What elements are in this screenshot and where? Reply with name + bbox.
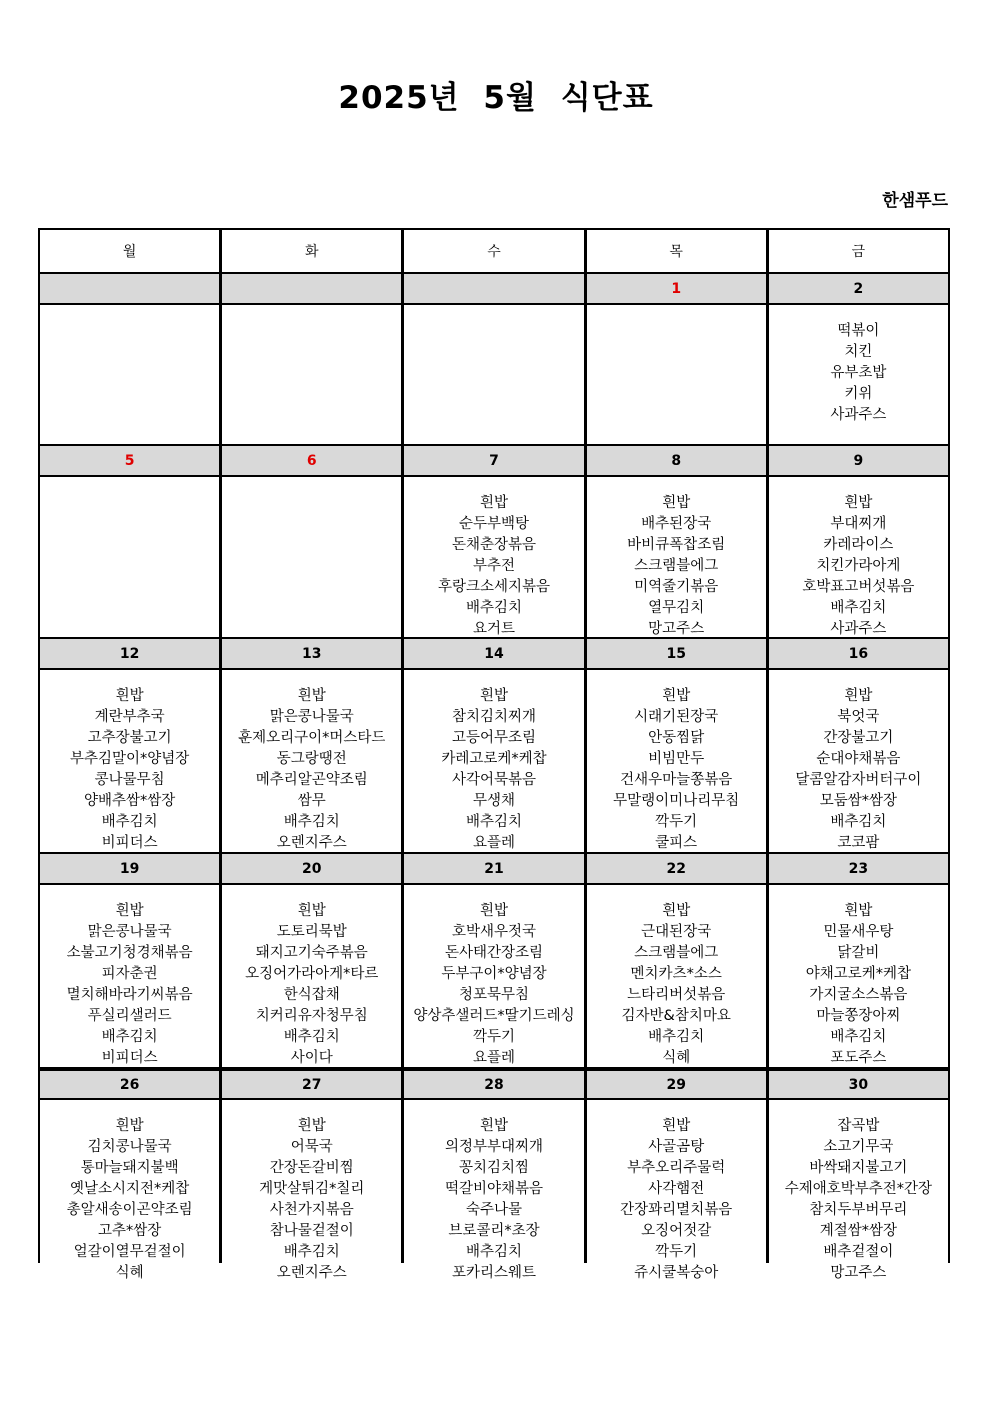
menu-item: 마늘쫑장아찌 <box>816 1008 901 1024</box>
menu-item: 어묵국 <box>290 1139 333 1155</box>
menu-item: 북엇국 <box>837 709 880 725</box>
menu-cell <box>40 670 219 852</box>
menu-item: 요플레 <box>472 1050 515 1066</box>
menu-item: 배추김치 <box>465 1244 522 1260</box>
menu-item: 사각햄전 <box>648 1181 705 1197</box>
menu-item: 사과주스 <box>830 621 887 637</box>
menu-item: 훈제오리구이*머스타드 <box>238 730 386 746</box>
menu-cell <box>404 1100 583 1282</box>
menu-item: 흰밥 <box>844 903 873 919</box>
menu-item: 배추김치 <box>830 814 887 830</box>
menu-item: 숙주나물 <box>465 1202 522 1218</box>
menu-item: 호박새우젓국 <box>451 924 537 940</box>
menu-item: 느타리버섯볶음 <box>627 987 726 1003</box>
menu-item: 사골곰탕 <box>648 1139 705 1155</box>
page-title: 2025년 5월 식단표 <box>338 80 654 116</box>
date-cell <box>40 274 219 303</box>
menu-item: 오렌지주스 <box>276 1265 347 1281</box>
menu-item: 통마늘돼지불백 <box>80 1160 179 1176</box>
menu-item: 부추전 <box>472 558 515 574</box>
date-cell: 22 <box>587 854 766 883</box>
menu-item: 요플레 <box>472 835 515 851</box>
menu-cell <box>404 885 583 1067</box>
weekday-header: 월 <box>40 230 219 272</box>
date-cell: 21 <box>404 854 583 883</box>
date-cell: 9 <box>769 446 948 475</box>
menu-item: 배추김치 <box>465 814 522 830</box>
menu-item: 코코팜 <box>837 835 880 851</box>
menu-cell <box>404 477 583 637</box>
menu-item: 야채고로케*케찹 <box>805 966 912 982</box>
menu-item: 건새우마늘쫑볶음 <box>620 772 733 788</box>
menu-item: 흰밥 <box>844 688 873 704</box>
menu-item: 근대된장국 <box>641 924 712 940</box>
menu-cell <box>404 670 583 852</box>
date-cell: 26 <box>40 1069 219 1098</box>
menu-item: 푸실리샐러드 <box>87 1008 172 1024</box>
date-cell: 1 <box>587 274 766 303</box>
menu-item: 비피더스 <box>101 1050 158 1066</box>
menu-item: 배추김치 <box>830 1029 887 1045</box>
date-cell: 5 <box>40 446 219 475</box>
menu-item: 미역줄기볶음 <box>634 579 719 595</box>
date-cell: 27 <box>222 1069 401 1098</box>
weekday-header: 목 <box>587 230 766 272</box>
menu-cell <box>587 477 766 637</box>
menu-cell <box>40 885 219 1067</box>
menu-item: 부추오리주물럭 <box>627 1160 726 1176</box>
menu-item: 오징어가라아게*타르 <box>245 966 379 982</box>
menu-item: 계란부추국 <box>94 709 165 725</box>
date-cell: 15 <box>587 639 766 668</box>
menu-item: 비피더스 <box>101 835 158 851</box>
menu-item: 민물새우탕 <box>823 924 894 940</box>
menu-item: 흰밥 <box>297 688 326 704</box>
menu-cell <box>222 670 401 852</box>
menu-item: 배추김치 <box>465 600 522 616</box>
menu-item: 배추김치 <box>101 814 158 830</box>
menu-item: 포도주스 <box>830 1050 887 1066</box>
menu-item: 치커리유자청무침 <box>255 1008 368 1024</box>
menu-item: 맑은콩나물국 <box>87 924 172 940</box>
menu-item: 떡갈비야채볶음 <box>444 1181 544 1197</box>
menu-item: 달콤알감자버터구이 <box>795 772 922 788</box>
menu-cell <box>40 305 219 444</box>
weekday-header: 화 <box>222 230 401 272</box>
menu-item: 유부초밥 <box>830 365 887 381</box>
menu-cell <box>587 305 766 444</box>
menu-item: 메추리알곤약조림 <box>255 772 368 788</box>
menu-item: 옛날소시지전*케찹 <box>69 1181 190 1197</box>
menu-item: 요거트 <box>472 621 515 637</box>
date-cell: 7 <box>404 446 583 475</box>
menu-item: 도토리묵밥 <box>276 924 347 940</box>
menu-item: 흰밥 <box>115 688 144 704</box>
date-cell: 20 <box>222 854 401 883</box>
menu-cell <box>769 305 948 444</box>
date-cell: 8 <box>587 446 766 475</box>
menu-item: 순대야채볶음 <box>816 751 901 767</box>
date-cell <box>222 274 401 303</box>
menu-item: 흰밥 <box>479 903 508 919</box>
menu-item: 양배추쌈*쌈장 <box>83 793 176 809</box>
menu-cell <box>587 670 766 852</box>
menu-item: 바비큐폭찹조림 <box>627 537 726 553</box>
menu-item: 김치콩나물국 <box>87 1139 172 1155</box>
menu-item: 총알새송이곤약조림 <box>66 1202 193 1218</box>
menu-item: 돈채춘장볶음 <box>451 537 537 553</box>
menu-item: 흰밥 <box>479 1118 508 1134</box>
menu-item: 깍두기 <box>472 1029 515 1045</box>
menu-item: 수제애호박부추전*간장 <box>784 1181 933 1197</box>
menu-item: 배추김치 <box>648 1029 705 1045</box>
menu-item: 호박표고버섯볶음 <box>802 579 915 595</box>
menu-item: 쿨피스 <box>655 835 698 851</box>
date-cell: 12 <box>40 639 219 668</box>
menu-item: 배추김치 <box>283 1029 340 1045</box>
menu-item: 오징어젓갈 <box>641 1223 712 1239</box>
menu-item: 배추김치 <box>283 1244 340 1260</box>
menu-item: 두부구이*양념장 <box>441 966 547 982</box>
menu-item: 얼갈이열무겉절이 <box>73 1244 186 1260</box>
menu-item: 닭갈비 <box>837 945 880 961</box>
menu-item: 스크램블에그 <box>634 558 719 574</box>
menu-item: 흰밥 <box>115 903 144 919</box>
menu-cell <box>222 305 401 444</box>
menu-item: 간장돈갈비찜 <box>269 1160 354 1176</box>
menu-cell <box>222 477 401 637</box>
menu-item: 배추겉절이 <box>823 1244 894 1260</box>
menu-item: 순두부백탕 <box>458 516 530 532</box>
menu-item: 스크램블에그 <box>634 945 719 961</box>
menu-item: 모둠쌈*쌈장 <box>819 793 898 809</box>
menu-item: 게맛살튀김*칠리 <box>259 1181 365 1197</box>
date-cell: 2 <box>769 274 948 303</box>
date-cell: 13 <box>222 639 401 668</box>
weekday-header: 수 <box>404 230 583 272</box>
menu-cell <box>222 1100 401 1282</box>
menu-cell <box>222 885 401 1067</box>
menu-item: 고등어무조림 <box>451 730 537 746</box>
menu-item: 고추*쌈장 <box>97 1223 162 1239</box>
menu-item: 콩나물무침 <box>94 772 165 788</box>
menu-cell <box>769 885 948 1067</box>
menu-item: 흰밥 <box>297 903 326 919</box>
menu-item: 맑은콩나물국 <box>269 709 354 725</box>
menu-item: 떡볶이 <box>837 323 880 339</box>
menu-item: 소불고기청경채볶음 <box>66 945 193 961</box>
menu-item: 참치두부버무리 <box>809 1202 908 1218</box>
date-cell: 16 <box>769 639 948 668</box>
menu-item: 무생채 <box>472 793 515 809</box>
menu-item: 오렌지주스 <box>276 835 347 851</box>
date-cell: 6 <box>222 446 401 475</box>
menu-cell <box>587 885 766 1067</box>
menu-item: 안동찜닭 <box>648 730 705 746</box>
menu-item: 후랑크소세지볶음 <box>437 579 551 595</box>
menu-item: 비빔만두 <box>648 751 705 767</box>
menu-item: 돼지고기숙주볶음 <box>255 945 368 961</box>
date-cell: 29 <box>587 1069 766 1098</box>
menu-item: 망고주스 <box>648 621 705 637</box>
menu-item: 참나물겉절이 <box>269 1223 354 1239</box>
menu-item: 계절쌈*쌈장 <box>819 1223 898 1239</box>
menu-item: 시래기된장국 <box>634 709 719 725</box>
menu-item: 흰밥 <box>297 1118 326 1134</box>
date-cell: 23 <box>769 854 948 883</box>
menu-item: 배추된장국 <box>641 516 712 532</box>
menu-item: 청포묵무침 <box>458 987 530 1003</box>
menu-item: 열무김치 <box>648 600 705 616</box>
menu-item: 피자춘권 <box>101 966 158 982</box>
menu-item: 흰밥 <box>662 688 691 704</box>
menu-item: 흰밥 <box>844 495 873 511</box>
date-cell: 30 <box>769 1069 948 1098</box>
menu-item: 한식잡채 <box>283 987 340 1003</box>
menu-item: 배추김치 <box>830 600 887 616</box>
menu-item: 배추김치 <box>283 814 340 830</box>
menu-item: 사이다 <box>290 1050 333 1066</box>
menu-item: 치킨 <box>844 344 873 360</box>
menu-item: 간장꽈리멸치볶음 <box>620 1202 733 1218</box>
menu-item: 포카리스웨트 <box>451 1265 537 1281</box>
menu-item: 식혜 <box>115 1265 144 1281</box>
menu-item: 망고주스 <box>830 1265 887 1281</box>
menu-cell <box>40 477 219 637</box>
date-cell: 19 <box>40 854 219 883</box>
menu-item: 식혜 <box>662 1050 691 1066</box>
menu-item: 바싹돼지불고기 <box>809 1160 908 1176</box>
weekday-header: 금 <box>769 230 948 272</box>
menu-item: 부대찌개 <box>830 516 887 532</box>
menu-item: 돈사태간장조림 <box>444 945 544 961</box>
menu-item: 멸치해바라기씨볶음 <box>66 987 193 1003</box>
menu-item: 사과주스 <box>830 407 887 423</box>
menu-cell <box>404 305 583 444</box>
menu-item: 동그랑땡전 <box>276 751 347 767</box>
menu-item: 참치김치찌개 <box>451 709 537 725</box>
menu-calendar-table <box>38 228 950 1281</box>
menu-item: 카레고로케*케찹 <box>441 751 547 767</box>
menu-item: 부추김말이*양념장 <box>69 751 190 767</box>
menu-item: 고추장불고기 <box>87 730 172 746</box>
menu-item: 흰밥 <box>662 1118 691 1134</box>
menu-item: 사각어묵볶음 <box>451 772 537 788</box>
menu-cell <box>40 1100 219 1282</box>
menu-item: 배추김치 <box>101 1029 158 1045</box>
menu-item: 김자반&참치마요 <box>621 1008 731 1024</box>
menu-item: 소고기무국 <box>823 1139 894 1155</box>
date-cell: 28 <box>404 1069 583 1098</box>
menu-item: 깍두기 <box>655 1244 698 1260</box>
menu-item: 치킨가라아게 <box>816 558 901 574</box>
menu-item: 흰밥 <box>115 1118 144 1134</box>
menu-item: 사천가지볶음 <box>269 1202 354 1218</box>
menu-cell <box>769 477 948 637</box>
menu-item: 무말랭이미나리무침 <box>613 793 740 809</box>
menu-item: 키위 <box>844 386 873 402</box>
menu-item: 쥬시쿨복숭아 <box>634 1265 719 1281</box>
menu-item: 간장불고기 <box>823 730 894 746</box>
menu-item: 꽁치김치찜 <box>458 1160 530 1176</box>
date-cell: 14 <box>404 639 583 668</box>
menu-item: 의정부부대찌개 <box>444 1139 544 1155</box>
menu-item: 쌈무 <box>297 793 326 809</box>
date-cell <box>404 274 583 303</box>
menu-item: 깍두기 <box>655 814 698 830</box>
menu-item: 양상추샐러드*딸기드레싱 <box>413 1008 575 1024</box>
menu-item: 흰밥 <box>662 903 691 919</box>
company-name: 한샘푸드 <box>882 191 948 211</box>
menu-item: 브로콜리*초장 <box>448 1223 540 1239</box>
menu-item: 잡곡밥 <box>837 1118 880 1134</box>
menu-item: 흰밥 <box>479 688 508 704</box>
menu-cell <box>769 1100 948 1282</box>
menu-cell <box>587 1100 766 1282</box>
menu-item: 카레라이스 <box>823 537 894 553</box>
menu-item: 흰밥 <box>479 495 508 511</box>
menu-item: 흰밥 <box>662 495 691 511</box>
menu-cell <box>769 670 948 852</box>
menu-item: 멘치카츠*소스 <box>630 966 722 982</box>
menu-item: 가지굴소스볶음 <box>809 987 908 1003</box>
